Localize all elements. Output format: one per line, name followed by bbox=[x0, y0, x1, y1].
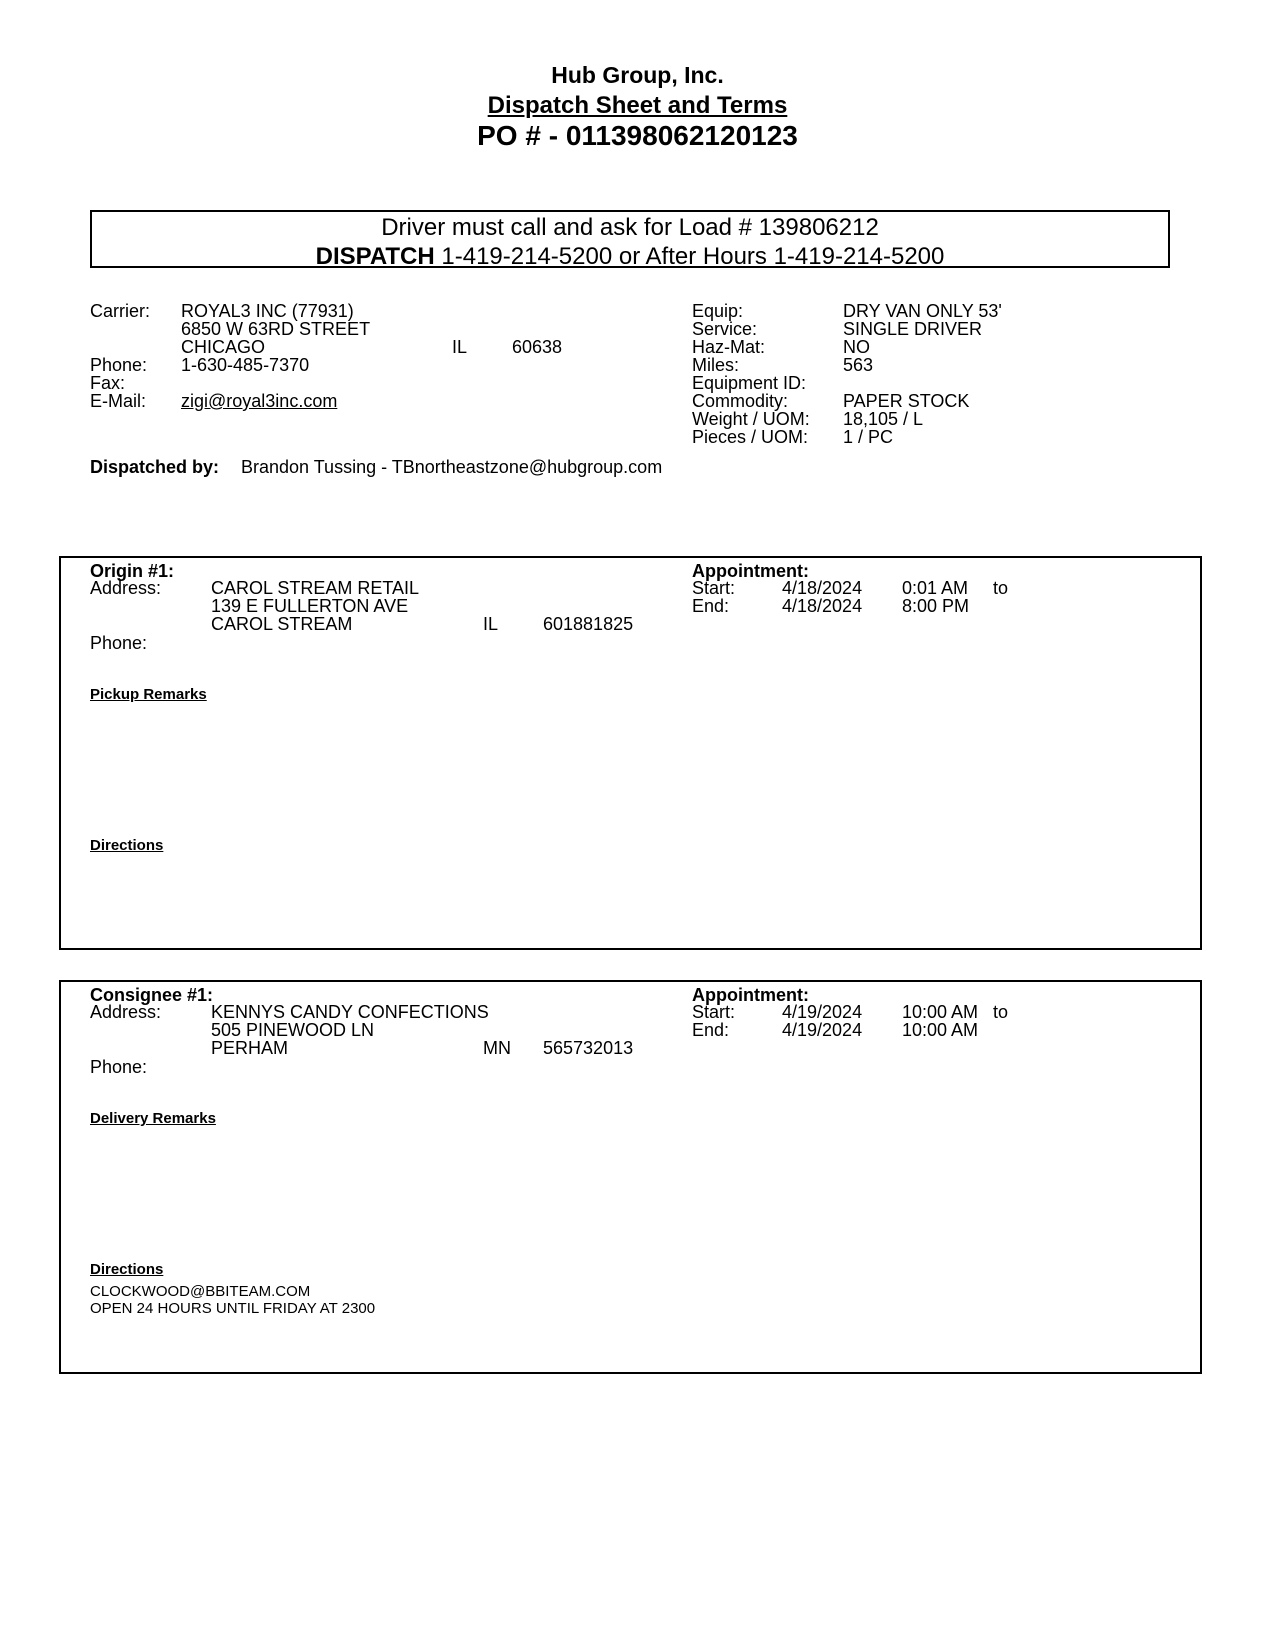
carrier-city: CHICAGO bbox=[181, 337, 266, 357]
commodity-label: Commodity: bbox=[692, 391, 789, 411]
origin-end-label: End: bbox=[692, 596, 730, 616]
dispatch-phone-line bbox=[92, 245, 1168, 269]
origin-end-date: 4/18/2024 bbox=[782, 596, 863, 616]
driver-call-box bbox=[90, 210, 1170, 268]
directions-line: OPEN 24 HOURS UNTIL FRIDAY AT 2300 bbox=[90, 1300, 376, 1317]
equip-label: Equip: bbox=[692, 301, 744, 321]
carrier-label: Carrier: bbox=[90, 301, 151, 321]
pieces-label: Pieces / UOM: bbox=[692, 427, 809, 447]
consignee-address-label: Address: bbox=[90, 1002, 162, 1022]
origin-name: CAROL STREAM RETAIL bbox=[211, 578, 420, 598]
po-number: PO # - 011398062120123 bbox=[477, 120, 798, 151]
origin-section bbox=[59, 556, 1202, 950]
equipment-id-label: Equipment ID: bbox=[692, 373, 807, 393]
consignee-start-label: Start: bbox=[692, 1002, 736, 1022]
origin-start-label: Start: bbox=[692, 578, 736, 598]
pieces-value: 1 / PC bbox=[843, 427, 894, 447]
carrier-fax-label: Fax: bbox=[90, 373, 126, 393]
carrier-state: IL bbox=[452, 337, 468, 357]
origin-city: CAROL STREAM bbox=[211, 614, 353, 634]
origin-phone-label: Phone: bbox=[90, 633, 148, 653]
origin-address-label: Address: bbox=[90, 578, 162, 598]
carrier-email-label: E-Mail: bbox=[90, 391, 147, 411]
consignee-name: KENNYS CANDY CONFECTIONS bbox=[211, 1002, 489, 1022]
miles-label: Miles: bbox=[692, 355, 740, 375]
load-call-instruction: Driver must call and ask for Load # 139806212 bbox=[381, 214, 879, 241]
origin-directions-heading: Directions bbox=[90, 837, 164, 854]
carrier-phone-label: Phone: bbox=[90, 355, 148, 375]
consignee-zip: 565732013 bbox=[543, 1038, 634, 1058]
pickup-remarks-heading: Pickup Remarks bbox=[90, 686, 207, 703]
consignee-start-time: 10:00 AM bbox=[902, 1002, 979, 1022]
consignee-end-time: 10:00 AM bbox=[902, 1020, 979, 1040]
consignee-title: Consignee #1: bbox=[90, 985, 214, 1005]
origin-zip: 601881825 bbox=[543, 614, 634, 634]
consignee-phone-label: Phone: bbox=[90, 1057, 148, 1077]
weight-value: 18,105 / L bbox=[843, 409, 924, 429]
consignee-end-date: 4/19/2024 bbox=[782, 1020, 863, 1040]
miles-value: 563 bbox=[843, 355, 874, 375]
document-subtitle bbox=[0, 94, 1275, 118]
origin-appointment-label: Appointment: bbox=[692, 561, 809, 581]
dispatched-by-value: Brandon Tussing - TBnortheastzone@hubgroup.com bbox=[241, 457, 663, 477]
service-label: Service: bbox=[692, 319, 758, 339]
origin-state: IL bbox=[483, 614, 499, 634]
commodity-value: PAPER STOCK bbox=[843, 391, 970, 411]
consignee-state: MN bbox=[483, 1038, 511, 1058]
consignee-street: 505 PINEWOOD LN bbox=[211, 1020, 375, 1040]
origin-title: Origin #1: bbox=[90, 561, 175, 581]
delivery-remarks-heading: Delivery Remarks bbox=[90, 1110, 216, 1127]
company-name: Hub Group, Inc. bbox=[551, 62, 724, 88]
consignee-to-label: to bbox=[993, 1002, 1009, 1022]
consignee-appointment-label: Appointment: bbox=[692, 985, 809, 1005]
consignee-directions-heading: Directions bbox=[90, 1261, 164, 1278]
equip-value: DRY VAN ONLY 53' bbox=[843, 301, 1002, 321]
carrier-zip: 60638 bbox=[512, 337, 563, 357]
subtitle-text: Dispatch Sheet and Terms bbox=[487, 92, 788, 119]
consignee-start-date: 4/19/2024 bbox=[782, 1002, 863, 1022]
carrier-street: 6850 W 63RD STREET bbox=[181, 319, 371, 339]
carrier-phone: 1-630-485-7370 bbox=[181, 355, 310, 375]
service-value: SINGLE DRIVER bbox=[843, 319, 983, 339]
weight-label: Weight / UOM: bbox=[692, 409, 810, 429]
directions-line: CLOCKWOOD@BBITEAM.COM bbox=[90, 1283, 311, 1300]
consignee-end-label: End: bbox=[692, 1020, 730, 1040]
carrier-name: ROYAL3 INC (77931) bbox=[181, 301, 354, 321]
dispatch-label: DISPATCH bbox=[315, 243, 435, 270]
origin-to-label: to bbox=[993, 578, 1009, 598]
origin-end-time: 8:00 PM bbox=[902, 596, 970, 616]
hazmat-value: NO bbox=[843, 337, 870, 357]
carrier-email-link[interactable]: zigi@royal3inc.com bbox=[181, 391, 338, 411]
origin-street: 139 E FULLERTON AVE bbox=[211, 596, 409, 616]
consignee-section bbox=[59, 980, 1202, 1374]
origin-start-date: 4/18/2024 bbox=[782, 578, 863, 598]
origin-start-time: 0:01 AM bbox=[902, 578, 969, 598]
dispatched-by-label: Dispatched by: bbox=[90, 457, 220, 477]
dispatch-phones: 1-419-214-5200 or After Hours 1-419-214-5200 bbox=[434, 243, 945, 270]
consignee-city: PERHAM bbox=[211, 1038, 289, 1058]
hazmat-label: Haz-Mat: bbox=[692, 337, 766, 357]
